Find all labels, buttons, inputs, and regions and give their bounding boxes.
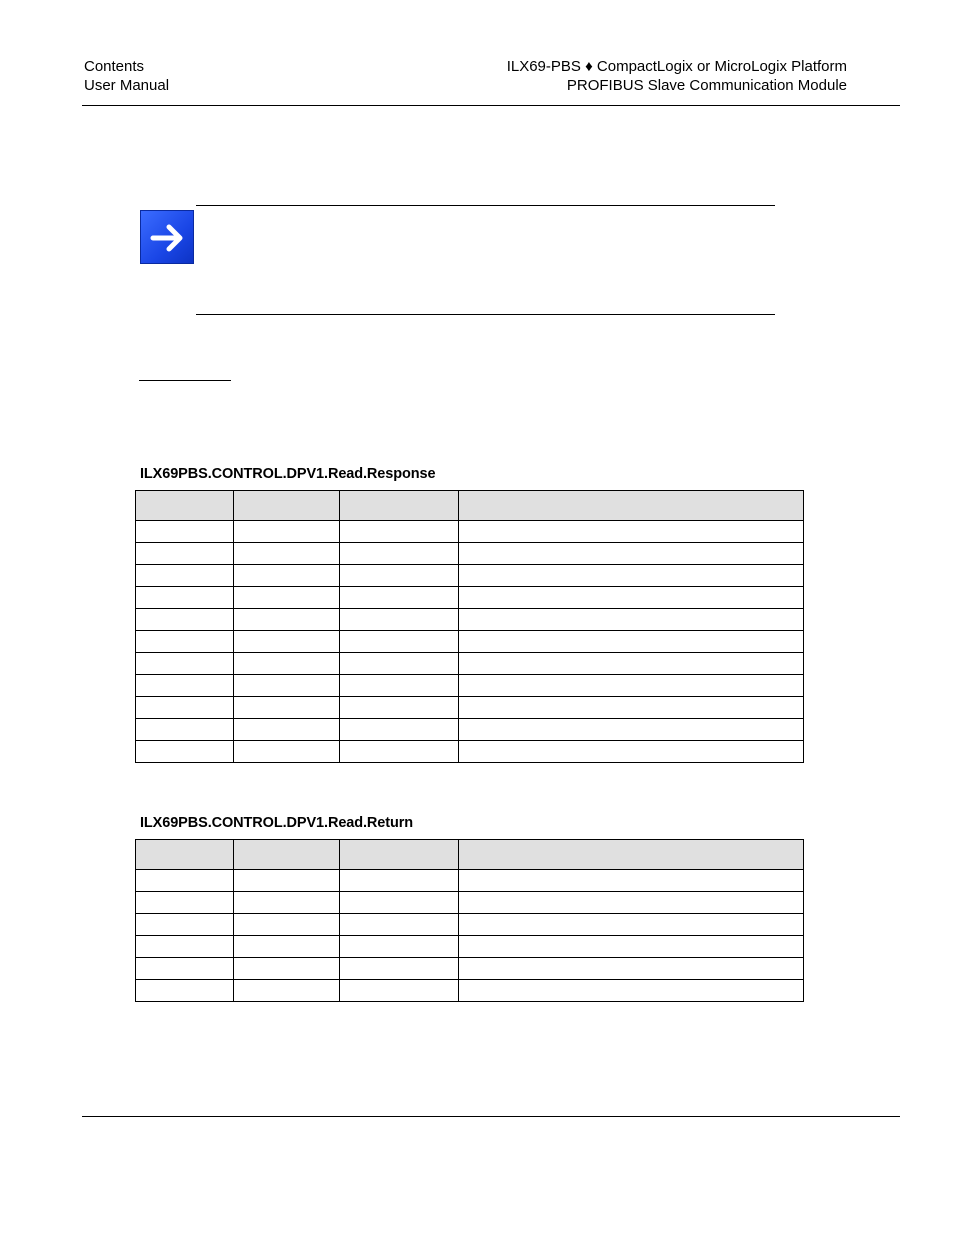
- table-cell: [234, 609, 340, 631]
- footer-divider: [82, 1116, 900, 1117]
- table-header-row: [136, 840, 804, 870]
- table-row: [136, 653, 804, 675]
- table-cell: [234, 521, 340, 543]
- table-cell: [136, 565, 234, 587]
- table-row: [136, 697, 804, 719]
- header-cell: [136, 491, 234, 521]
- table-cell: [340, 870, 459, 892]
- table-cell: [136, 892, 234, 914]
- table-cell: [340, 609, 459, 631]
- arrow-right-icon: [140, 210, 194, 264]
- header-cell: [340, 491, 459, 521]
- table-cell: [234, 892, 340, 914]
- table-cell: [459, 914, 804, 936]
- table-cell: [340, 565, 459, 587]
- table-cell: [234, 675, 340, 697]
- table-cell: [136, 719, 234, 741]
- table-cell: [136, 870, 234, 892]
- table-cell: [340, 587, 459, 609]
- header-cell: [234, 491, 340, 521]
- header-cell: [136, 840, 234, 870]
- table-cell: [340, 741, 459, 763]
- table-row: [136, 870, 804, 892]
- table-cell: [234, 587, 340, 609]
- table-cell: [459, 697, 804, 719]
- note-top-rule: [196, 205, 775, 206]
- table-row: [136, 565, 804, 587]
- table-cell: [340, 936, 459, 958]
- note-bottom-rule: [196, 314, 775, 315]
- table-cell: [340, 697, 459, 719]
- table-cell: [234, 936, 340, 958]
- table-row: [136, 719, 804, 741]
- table-row: [136, 675, 804, 697]
- table-cell: [459, 741, 804, 763]
- table-cell: [340, 675, 459, 697]
- table-cell: [136, 587, 234, 609]
- table-cell: [136, 631, 234, 653]
- table-cell: [136, 697, 234, 719]
- table-cell: [136, 653, 234, 675]
- header-right: [507, 57, 847, 95]
- table-cell: [459, 958, 804, 980]
- table-row: [136, 587, 804, 609]
- header-doc-type: User Manual: [84, 77, 170, 94]
- table-cell: [234, 543, 340, 565]
- table-cell: [340, 653, 459, 675]
- table-cell: [136, 521, 234, 543]
- table-cell: [234, 958, 340, 980]
- table-cell: [459, 870, 804, 892]
- table-cell: [136, 914, 234, 936]
- table-cell: [234, 980, 340, 1002]
- table-cell: [340, 958, 459, 980]
- table-cell: [136, 543, 234, 565]
- table-cell: [459, 653, 804, 675]
- table-cell: [234, 870, 340, 892]
- header-left: [84, 57, 169, 95]
- table-cell: [459, 892, 804, 914]
- table-cell: [340, 892, 459, 914]
- table-header-row: [136, 491, 804, 521]
- header-module: PROFIBUS Slave Communication Module: [566, 77, 847, 94]
- table-cell: [459, 565, 804, 587]
- table-cell: [340, 719, 459, 741]
- table-cell: [459, 980, 804, 1002]
- table-cell: [459, 587, 804, 609]
- table-cell: [136, 980, 234, 1002]
- table-cell: [136, 958, 234, 980]
- header-cell: [234, 840, 340, 870]
- table-cell: [459, 521, 804, 543]
- table-row: [136, 914, 804, 936]
- table-cell: [459, 631, 804, 653]
- table-cell: [340, 980, 459, 1002]
- table-return-title: ILX69PBS.CONTROL.DPV1.Read.Return: [140, 815, 414, 831]
- table-row: [136, 543, 804, 565]
- table-cell: [136, 609, 234, 631]
- table-cell: [234, 914, 340, 936]
- table-cell: [340, 914, 459, 936]
- table-row: [136, 892, 804, 914]
- table-response: [135, 490, 804, 763]
- table-cell: [459, 936, 804, 958]
- table-row: [136, 936, 804, 958]
- header-section: Contents: [84, 58, 145, 75]
- table-return: [135, 839, 804, 1002]
- table-cell: [234, 741, 340, 763]
- table-cell: [459, 543, 804, 565]
- header-cell: [459, 840, 804, 870]
- table-row: [136, 958, 804, 980]
- section-underline: [139, 380, 231, 381]
- table-cell: [459, 719, 804, 741]
- table-cell: [459, 675, 804, 697]
- table-row: [136, 631, 804, 653]
- table-cell: [234, 653, 340, 675]
- table-cell: [136, 741, 234, 763]
- table-cell: [340, 631, 459, 653]
- table-cell: [136, 675, 234, 697]
- header-cell: [340, 840, 459, 870]
- table-cell: [234, 631, 340, 653]
- table-row: [136, 521, 804, 543]
- table-row: [136, 741, 804, 763]
- table-cell: [340, 543, 459, 565]
- table-cell: [136, 936, 234, 958]
- header-cell: [459, 491, 804, 521]
- table-cell: [234, 719, 340, 741]
- table-cell: [234, 565, 340, 587]
- table-response-title: ILX69PBS.CONTROL.DPV1.Read.Response: [140, 466, 436, 482]
- table-cell: [234, 697, 340, 719]
- table-row: [136, 609, 804, 631]
- table-row: [136, 980, 804, 1002]
- header-divider: [82, 105, 900, 106]
- table-cell: [340, 521, 459, 543]
- table-cell: [459, 609, 804, 631]
- header-product: ILX69-PBS ♦ CompactLogix or MicroLogix Platform: [506, 58, 847, 75]
